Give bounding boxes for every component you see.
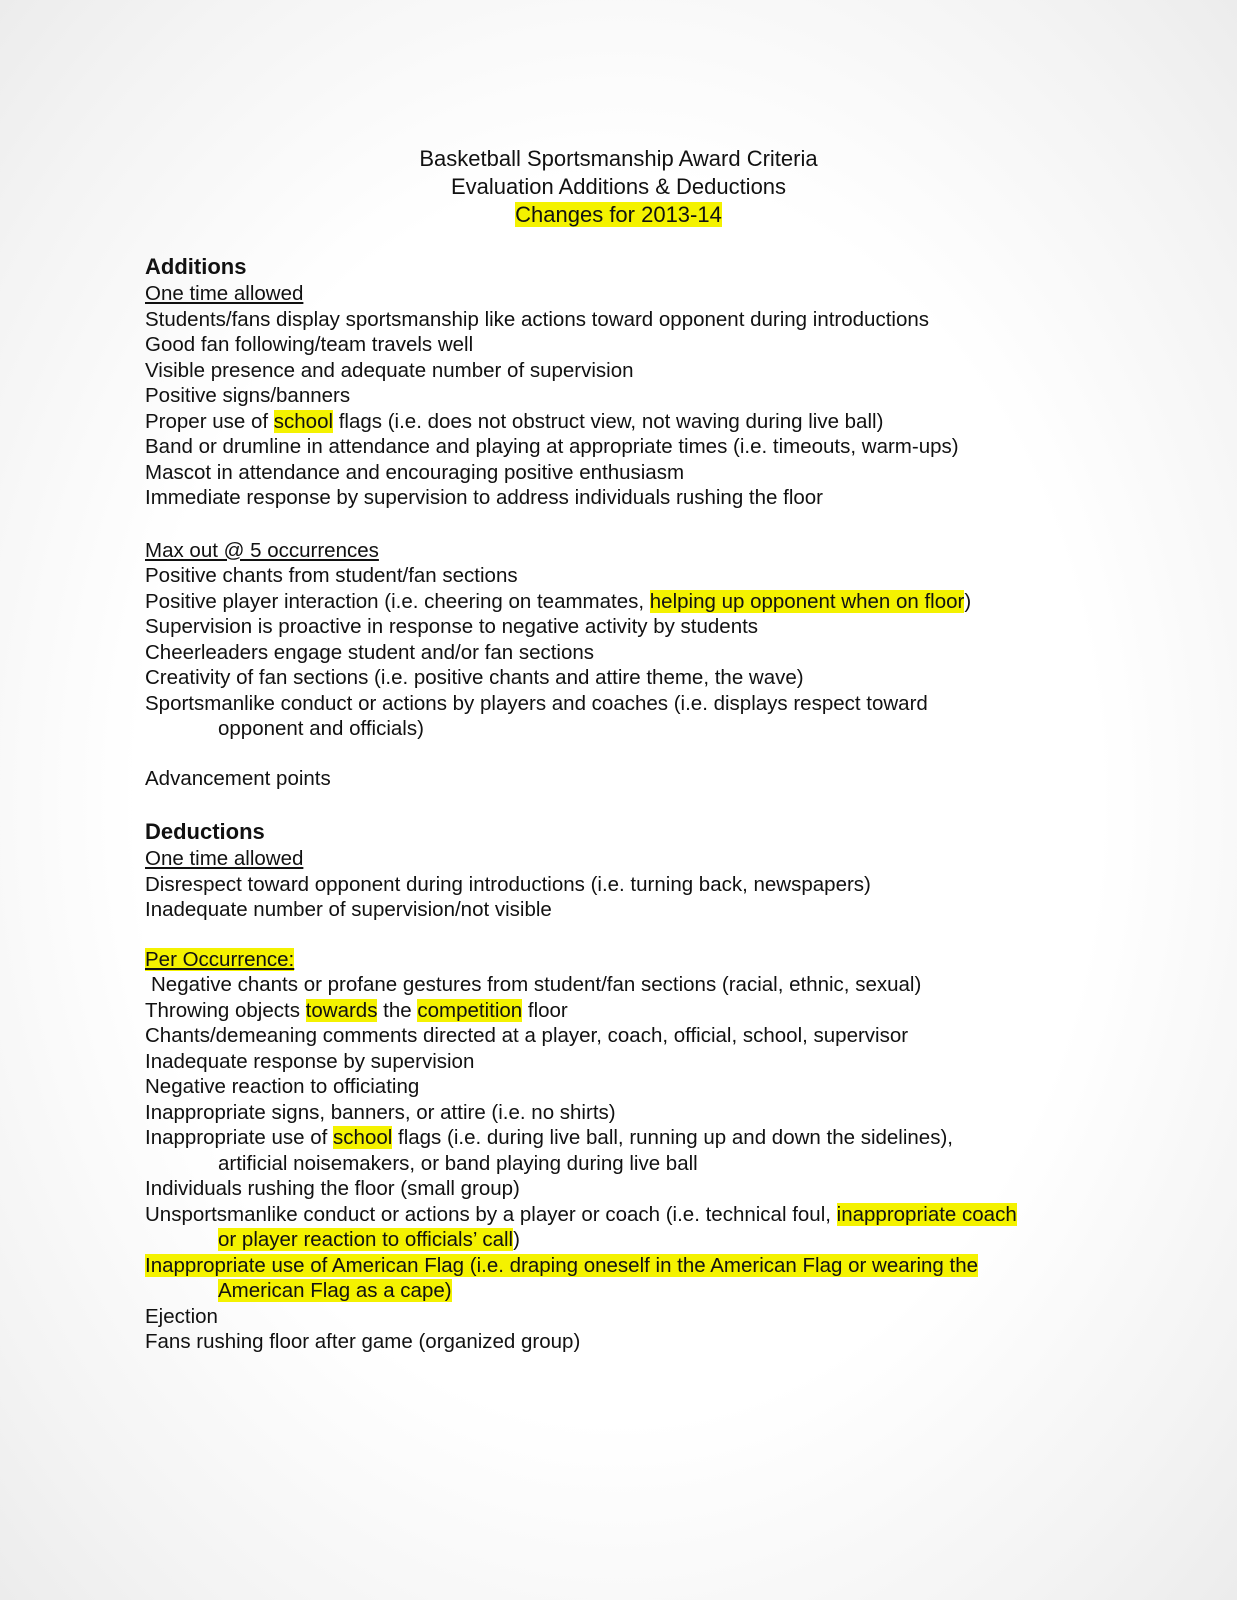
list-item: Chants/demeaning comments directed at a player, coach, official, school, supervisor [145, 1024, 909, 1047]
highlight: Inappropriate use of American Flag (i.e. draping oneself in the American Flag or wearing the [145, 1253, 978, 1277]
document-title: Basketball Sportsmanship Award Criteria [419, 146, 818, 171]
list-item: Visible presence and adequate number of supervision [145, 358, 634, 382]
list-item: Cheerleaders engage student and/or fan sections [145, 640, 595, 664]
list-item: Supervision is proactive in response to negative activity by students [145, 615, 759, 638]
deductions-heading: Deductions [145, 819, 265, 844]
list-item: Inadequate response by supervision [145, 1049, 475, 1073]
list-item-throwing-objects: Throwing objects towards the competition floor [145, 998, 568, 1022]
list-item: Disrespect toward opponent during introductions (i.e. turning back, newspapers) [145, 872, 871, 896]
list-item-continuation: opponent and officials) [218, 717, 424, 740]
highlight: American Flag as a cape) [218, 1279, 452, 1302]
list-item: Immediate response by supervision to address individuals rushing the floor [145, 486, 824, 509]
list-item: Fans rushing floor after game (organized group) [145, 1330, 581, 1353]
list-item: Negative chants or profane gestures from student/fan sections (racial, ethnic, sexual) [151, 973, 922, 996]
list-item: Good fan following/team travels well [145, 333, 474, 356]
list-item-continuation: artificial noisemakers, or band playing during live ball [218, 1151, 698, 1175]
list-item: Positive chants from student/fan sections [145, 564, 518, 587]
list-item: Band or drumline in attendance and playing at appropriate times (i.e. timeouts, warm-ups) [145, 435, 959, 458]
highlight: or player reaction to officials’ call [218, 1228, 514, 1251]
list-item-continuation [145, 1278, 1095, 1304]
list-item: Mascot in attendance and encouraging positive enthusiasm [145, 460, 685, 484]
list-item: Inadequate number of supervision/not visible [145, 898, 552, 921]
list-item-american-flag [145, 1253, 1095, 1279]
list-item: Students/fans display sportsmanship like actions toward opponent during introductions [145, 307, 930, 331]
changes-label: Changes for 2013-14 [515, 202, 722, 227]
highlight: inappropriate coach [836, 1202, 1017, 1226]
per-occurrence-label: Per Occurrence: [145, 947, 295, 971]
list-item: Ejection [145, 1304, 218, 1328]
additions-max-out-label: Max out @ 5 occurrences [145, 538, 379, 562]
deductions-one-time-label: One time allowed [145, 847, 304, 870]
highlight: competition [417, 998, 523, 1022]
list-item-unsportsmanlike: Unsportsmanlike conduct or actions by a player or coach (i.e. technical foul, inappropriate coach [145, 1202, 1017, 1226]
list-item: Individuals rushing the floor (small group) [145, 1177, 520, 1200]
list-item-player-interaction: Positive player interaction (i.e. cheering on teammates, helping up opponent when on floor) [145, 589, 972, 613]
list-item: Sportsmanlike conduct or actions by players and coaches (i.e. displays respect toward [145, 691, 928, 715]
document-subtitle: Evaluation Additions & Deductions [450, 174, 787, 199]
list-item-continuation: or player reaction to officials’ call) [218, 1228, 520, 1251]
document-body [145, 253, 1095, 1355]
list-item: Inappropriate signs, banners, or attire (i.e. no shirts) [145, 1100, 616, 1124]
additions-one-time-label: One time allowed [145, 282, 304, 305]
document-header [0, 145, 1237, 229]
additions-heading: Additions [145, 254, 247, 279]
list-item: Negative reaction to officiating [145, 1075, 420, 1098]
list-item: Creativity of fan sections (i.e. positive chants and attire theme, the wave) [145, 666, 804, 689]
highlight: school [273, 409, 334, 433]
highlight: helping up opponent when on floor [649, 589, 965, 613]
list-item-school-flags: Inappropriate use of school flags (i.e. during live ball, running up and down the sidelines), [145, 1126, 953, 1149]
advancement-points: Advancement points [145, 766, 331, 790]
list-item: Positive signs/banners [145, 384, 351, 407]
highlight: school [333, 1126, 393, 1149]
highlight: towards [305, 998, 378, 1022]
list-item-school-flags: Proper use of school flags (i.e. does not obstruct view, not waving during live ball) [145, 409, 884, 433]
